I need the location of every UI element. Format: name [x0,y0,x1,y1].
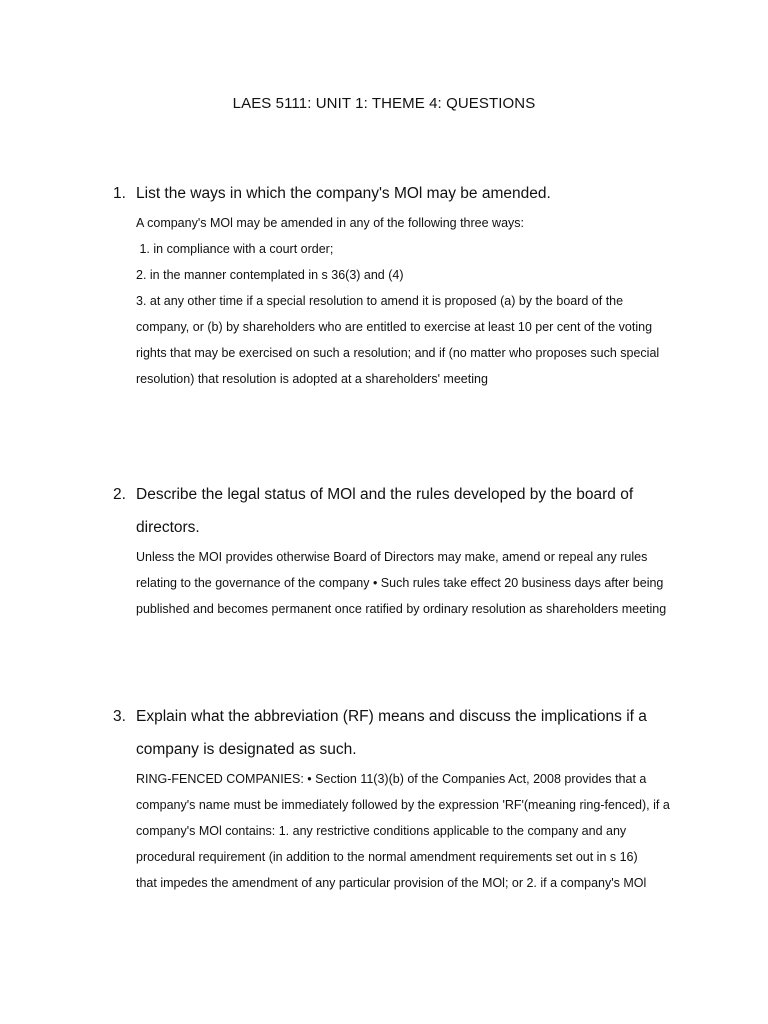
answer-line: published and becomes permanent once ratified by ordinary resolution as shareholders meeting [136,602,667,616]
answer-line: procedural requirement (in addition to the normal amendment requirements set out in s 16) [136,850,638,864]
question-text-line: Describe the legal status of MOl and the rules developed by the board of [136,486,634,503]
question-text [136,478,713,544]
answer-line: 1. in compliance with a court order; [136,242,334,256]
answer-text [136,544,713,622]
answer-line: 3. at any other time if a special resolution to amend it is proposed (a) by the board of the [136,294,624,308]
answer-line: 2. in the manner contemplated in s 36(3) and (4) [136,268,404,282]
question-3 [113,700,713,896]
question-text-line: Explain what the abbreviation (RF) means and discuss the implications if a [136,708,647,725]
answer-line: company's MOl contains: 1. any restrictive conditions applicable to the company and any [136,824,627,838]
answer-line: A company's MOl may be amended in any of the following three ways: [136,216,525,230]
question-number: 1. [113,185,126,202]
answer-line: rights that may be exercised on such a resolution; and if (no matter who proposes such special [136,346,660,360]
question-text [136,700,713,766]
answer-line: company, or (b) by shareholders who are entitled to exercise at least 10 per cent of the voting [136,320,653,334]
question-text-line: List the ways in which the company's MOl may be amended. [136,185,551,202]
question-number: 3. [113,708,126,725]
answer-line: company's name must be immediately followed by the expression 'RF'(meaning ring-fenced), if a [136,798,670,812]
question-text-line: company is designated as such. [136,741,357,758]
answer-line: resolution) that resolution is adopted at a shareholders' meeting [136,372,488,386]
question-2 [113,478,713,622]
answer-line: relating to the governance of the company • Such rules take effect 20 business days after being [136,576,664,590]
answer-line: that impedes the amendment of any particular provision of the MOl; or 2. if a company's MOl [136,876,647,890]
question-heading [113,478,713,544]
answer-text [136,210,713,392]
question-heading [113,177,713,210]
question-1 [113,177,713,392]
question-heading [113,700,713,766]
answer-line: RING-FENCED COMPANIES: • Section 11(3)(b) of the Companies Act, 2008 provides that a [136,772,647,786]
question-text-line: directors. [136,519,200,536]
question-text [136,177,713,210]
answer-text [136,766,713,896]
answer-line: Unless the MOI provides otherwise Board of Directors may make, amend or repeal any rules [136,550,648,564]
document-title: LAES 5111: UNIT 1: THEME 4: QUESTIONS [232,95,536,112]
question-number: 2. [113,486,126,503]
